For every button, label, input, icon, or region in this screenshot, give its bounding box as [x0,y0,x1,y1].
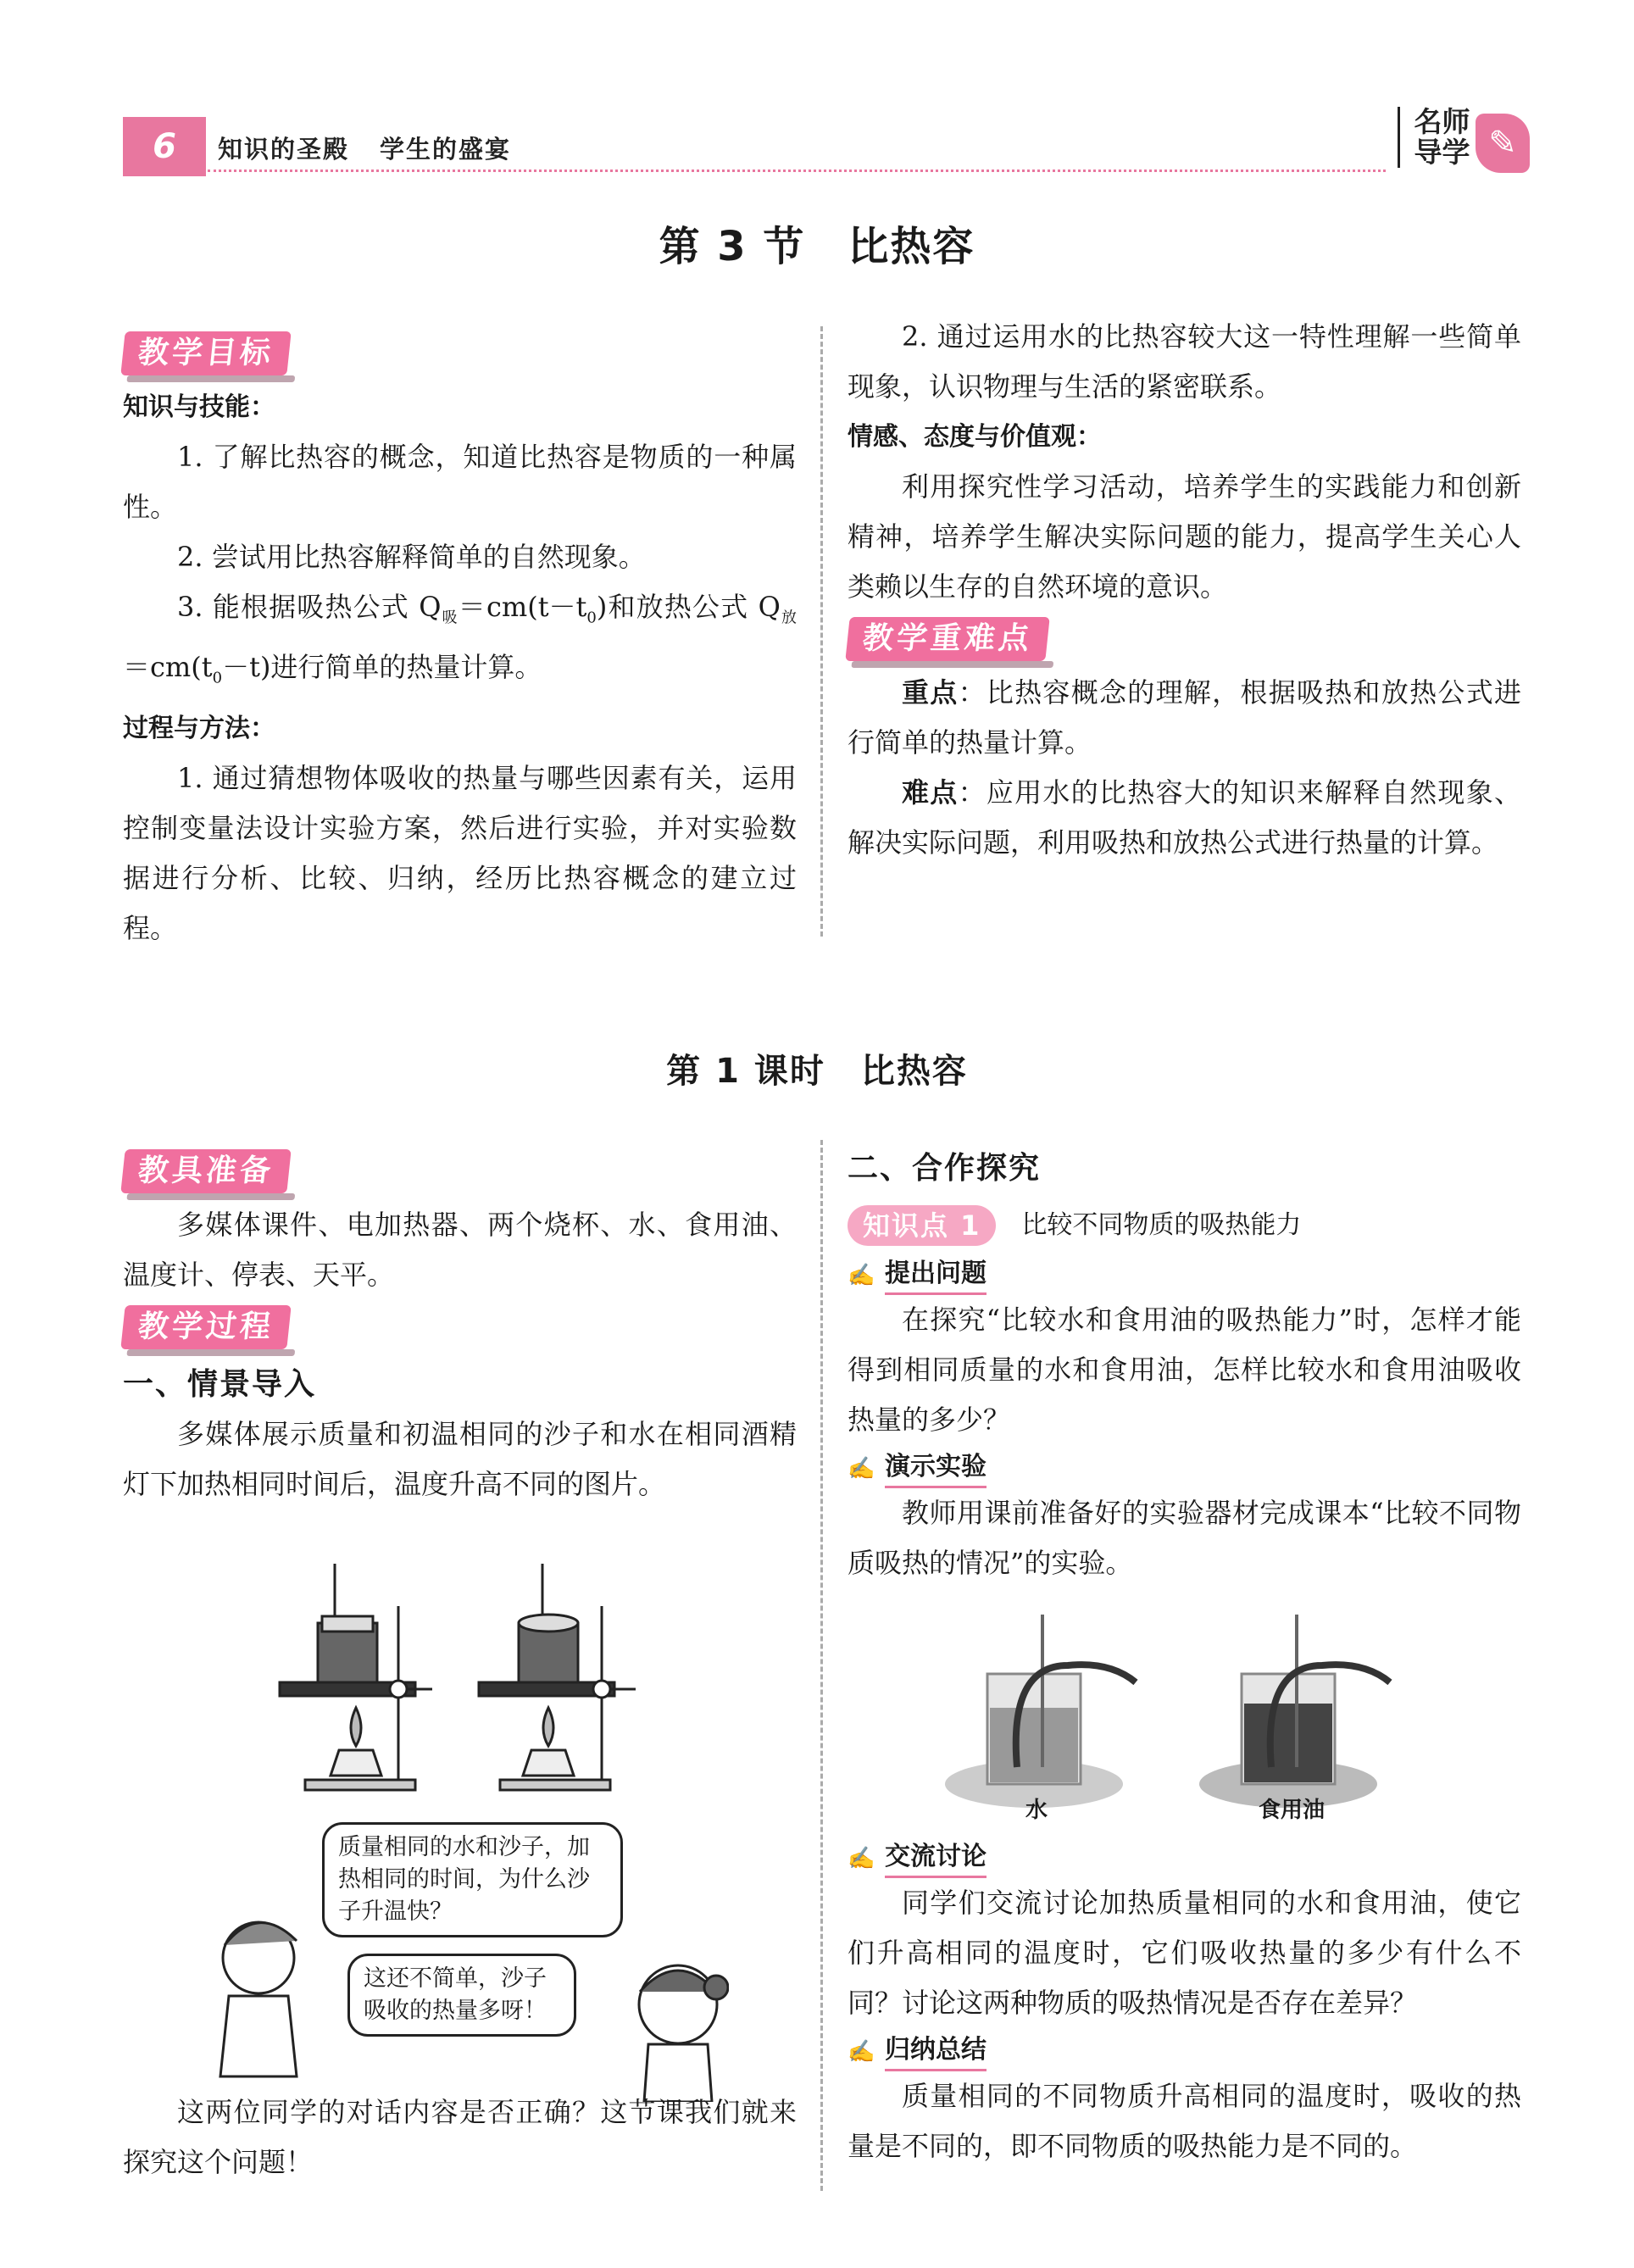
beaker-photos [941,1615,1415,1826]
demo-step [848,1448,1521,1488]
emotion-text: 利用探究性学习活动，培养学生的实践能力和创新精神，培养学生解决实际问题的能力，提高学生关心人类赖以生存的自然环境的意识。 [848,470,1521,603]
knowledge-head: 知识与技能： [123,392,275,422]
summary-label: 归纳总结 [885,2032,987,2071]
intro-closing: 这两位同学的对话内容是否正确？这节课我们就来探究这个问题！ [123,2096,797,2178]
pen-icon: ✍ [848,1845,875,1871]
column-divider-top [820,326,823,937]
section-title: 第 3 节 比热容 [659,223,975,270]
lesson-left-column [123,1144,797,1509]
prep-tag: 教具准备 [120,1149,291,1193]
running-head-right: 学生的盛宴 [380,135,512,164]
knowledge-point-row [848,1200,1521,1250]
page-number: 6 [123,117,206,176]
explore-head: 二、合作探究 [848,1151,1042,1186]
brand-line2: 导学 [1414,136,1470,169]
process-head: 过程与方法： [123,713,275,743]
explore-column [848,1140,1521,1588]
knowledge-item-1: 1. 了解比热容的概念，知道比热容是物质的一种属性。 [123,441,797,523]
process-tag: 教学过程 [120,1305,291,1349]
oil-label: 食用油 [1259,1798,1326,1823]
discussion-text: 同学们交流讨论加热质量相同的水和食用油，使它们升高相同的温度时，它们吸收热量的多少有什么不同？讨论这两种物质的吸热情况是否存在差异？ [848,1887,1521,2019]
brand-logo-text [1398,107,1479,168]
pen-icon: ✍ [848,1455,875,1481]
knowledge-item-3: 3. 能根据吸热公式 $Q_吸=cm(t-t_0)$和放热公式 $Q_放=cm(t_0-t)$进行简单的热量计算。 [123,591,797,687]
discussion-step [848,1838,1521,1878]
boy-speech-bubble: 质量相同的水和沙子，加热相同的时间，为什么沙子升温快？ [322,1822,623,1937]
difficult-point: 难点：应用水的比热容大的知识来解释自然现象、解决实际问题，利用吸热和放热公式进行热量的计算。 [848,776,1521,859]
intro-text: 多媒体展示质量和初温相同的沙子和水在相同酒精灯下加热相同时间后，温度升高不同的图片。 [123,1418,797,1500]
objectives-column [123,326,797,953]
question-text: 在探究“比较水和食用油的吸热能力”时，怎样才能得到相同质量的水和食用油，怎样比较水和食用油吸收热量的多少？ [848,1304,1521,1436]
knowledge-point-text: 比较不同物质的吸热能力 [1021,1210,1302,1240]
alcohol-lamp-heating-figure [271,1555,661,1809]
knowledge-item-2: 2. 尝试用比热容解释简单的自然现象。 [177,541,646,573]
demo-label: 演示实验 [885,1448,987,1488]
dialogue-figure [203,1822,729,2102]
beaker-illustration [941,1615,1415,1826]
intro-head: 一、情景导入 [123,1367,317,1402]
process-item-1: 1. 通过猜想物体吸收的热量与哪些因素有关，运用控制变量法设计实验方案，然后进行实验，并对实验数据进行分析、比较、归纳，经历比热容概念的建立过程。 [123,761,797,944]
running-head [218,131,511,165]
lesson-title: 第 1 课时 比热容 [666,1052,968,1091]
girl-speech-bubble: 这还不简单，沙子吸收的热量多呀！ [347,1954,576,2037]
key-points-tag: 教学重难点 [845,617,1049,661]
objectives-tag: 教学目标 [120,331,291,375]
brand-line1: 名师 [1414,105,1470,138]
emotion-head: 情感、态度与价值观： [848,422,1102,452]
process-item-2: 2. 通过运用水的比热容较大这一特性理解一些简单现象，认识物理与生活的紧密联系。 [848,320,1521,403]
summary-text: 质量相同的不同物质升高相同的温度时，吸收的热量是不同的，即不同物质的吸热能力是不同的。 [848,2080,1521,2162]
knowledge-point-tag: 知识点 1 [848,1205,996,1246]
pen-icon: ✍ [848,1262,875,1288]
explore-column-lower [848,1835,1521,2171]
key-point: 重点：比热容概念的理解，根据吸热和放热公式进行简单的热量计算。 [848,676,1521,759]
question-step [848,1255,1521,1295]
column-divider-bottom [820,1140,823,2191]
page-header [123,105,1530,178]
running-head-left: 知识的圣殿 [218,135,350,164]
intro-closing-block [123,2087,797,2187]
pen-icon: ✍ [848,2038,875,2065]
objectives-column-right [848,312,1521,868]
demo-text: 教师用课前准备好的实验器材完成课本“比较不同物质吸热的情况”的实验。 [848,1497,1521,1579]
brand-book-icon: ✎ [1476,114,1530,173]
water-label: 水 [1025,1798,1048,1823]
prep-text: 多媒体课件、电加热器、两个烧杯、水、食用油、温度计、停表、天平。 [123,1209,797,1291]
discussion-label: 交流讨论 [885,1838,987,1878]
header-dotted-rule [208,170,1386,172]
summary-step [848,2032,1521,2071]
question-label: 提出问题 [885,1255,987,1295]
